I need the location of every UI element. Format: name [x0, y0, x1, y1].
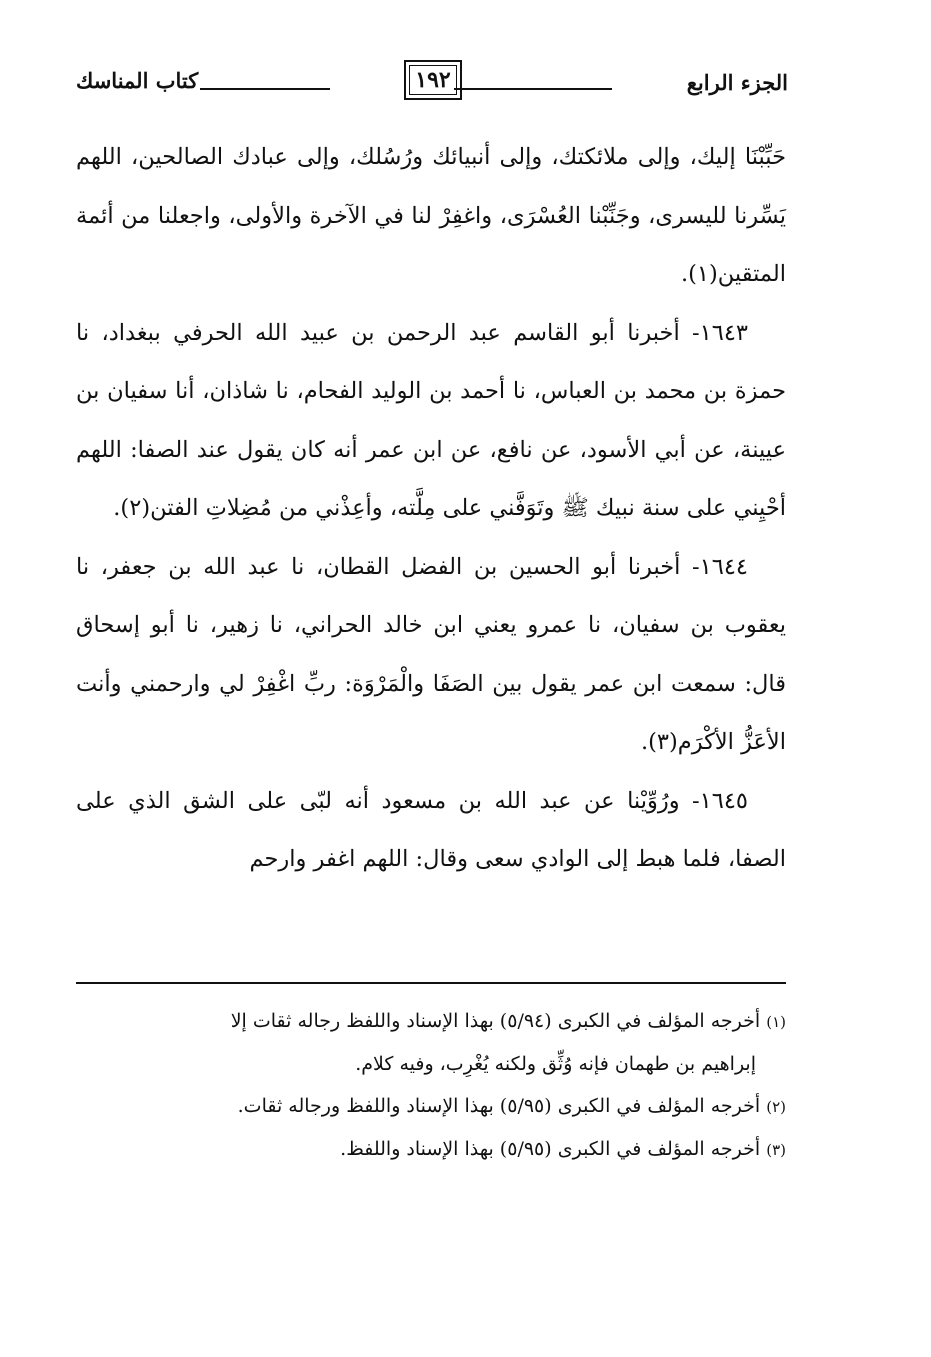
- page-number: ١٩٢: [404, 60, 462, 100]
- page-header: [76, 58, 788, 110]
- footnote-2: [76, 1085, 786, 1128]
- footnote-marker: (٢): [766, 1098, 786, 1116]
- paragraph-continuation: حَبِّبْنَا إليك، وإلى ملائكتك، وإلى أنبيائك ورُسُلك، وإلى عبادك الصالحين، اللهم يَسِّرنا لليسرى، وجَنِّبْنا العُسْرَى، واغفِرْ لنا في الآخرة والأولى، واجعلنا من أئمة المتقين(١).: [76, 144, 786, 287]
- footnotes: [76, 1000, 786, 1171]
- header-rule-right: [454, 88, 612, 90]
- footnote-marker: (٣): [766, 1141, 786, 1159]
- hadith-1643: ١٦٤٣- أخبرنا أبو القاسم عبد الرحمن بن عبيد الله الحرفي ببغداد، نا حمزة بن محمد بن العباس، نا أحمد بن الوليد الفحام، نا شاذان، أنا سفيان بن عيينة، عن أبي الأسود، عن نافع، عن ابن عمر أنه كان يقول عند الصفا: اللهم أحْيِني على سنة نبيك ﷺ وتَوَفَّني على مِلَّته، وأعِذْني من مُضِلاتِ الفتن(٢).: [76, 319, 786, 521]
- footnote-marker: (١): [766, 1013, 786, 1031]
- volume-title: الجزء الرابع: [686, 70, 788, 95]
- header-rule-left: [200, 88, 330, 90]
- footnote-separator: [76, 982, 786, 984]
- footnote-1: [76, 1000, 786, 1085]
- book-title: كتاب المناسك: [76, 68, 199, 93]
- footnote-text: أخرجه المؤلف في الكبرى (٥/٩٤) بهذا الإسناد واللفظ رجاله ثقات إلا: [230, 1010, 761, 1032]
- main-text: [76, 128, 786, 889]
- footnote-continuation: إبراهيم بن طهمان فإنه وُثِّق ولكنه يُغْرِب، وفيه كلام.: [355, 1053, 756, 1075]
- hadith-1644: ١٦٤٤- أخبرنا أبو الحسين بن الفضل القطان، نا عبد الله بن جعفر، نا يعقوب بن سفيان، نا عمرو يعني ابن خالد الحراني، نا زهير، نا أبو إسحاق قال: سمعت ابن عمر يقول بين الصَفَا والْمَرْوَة: ربِّ اغْفِرْ لي وارحمني وأنت الأعَزُّ الأكْرَم(٣).: [76, 553, 786, 755]
- footnote-3: [76, 1128, 786, 1171]
- hadith-1645: ١٦٤٥- ورُوِّيْنا عن عبد الله بن مسعود أنه لبّى على الشق الذي على الصفا، فلما هبط إلى الوادي سعى وقال: اللهم اغفر وارحم: [76, 787, 786, 872]
- footnote-text: أخرجه المؤلف في الكبرى (٥/٩٥) بهذا الإسناد واللفظ ورجاله ثقات.: [237, 1095, 761, 1117]
- footnote-text: أخرجه المؤلف في الكبرى (٥/٩٥) بهذا الإسناد واللفظ.: [340, 1138, 761, 1160]
